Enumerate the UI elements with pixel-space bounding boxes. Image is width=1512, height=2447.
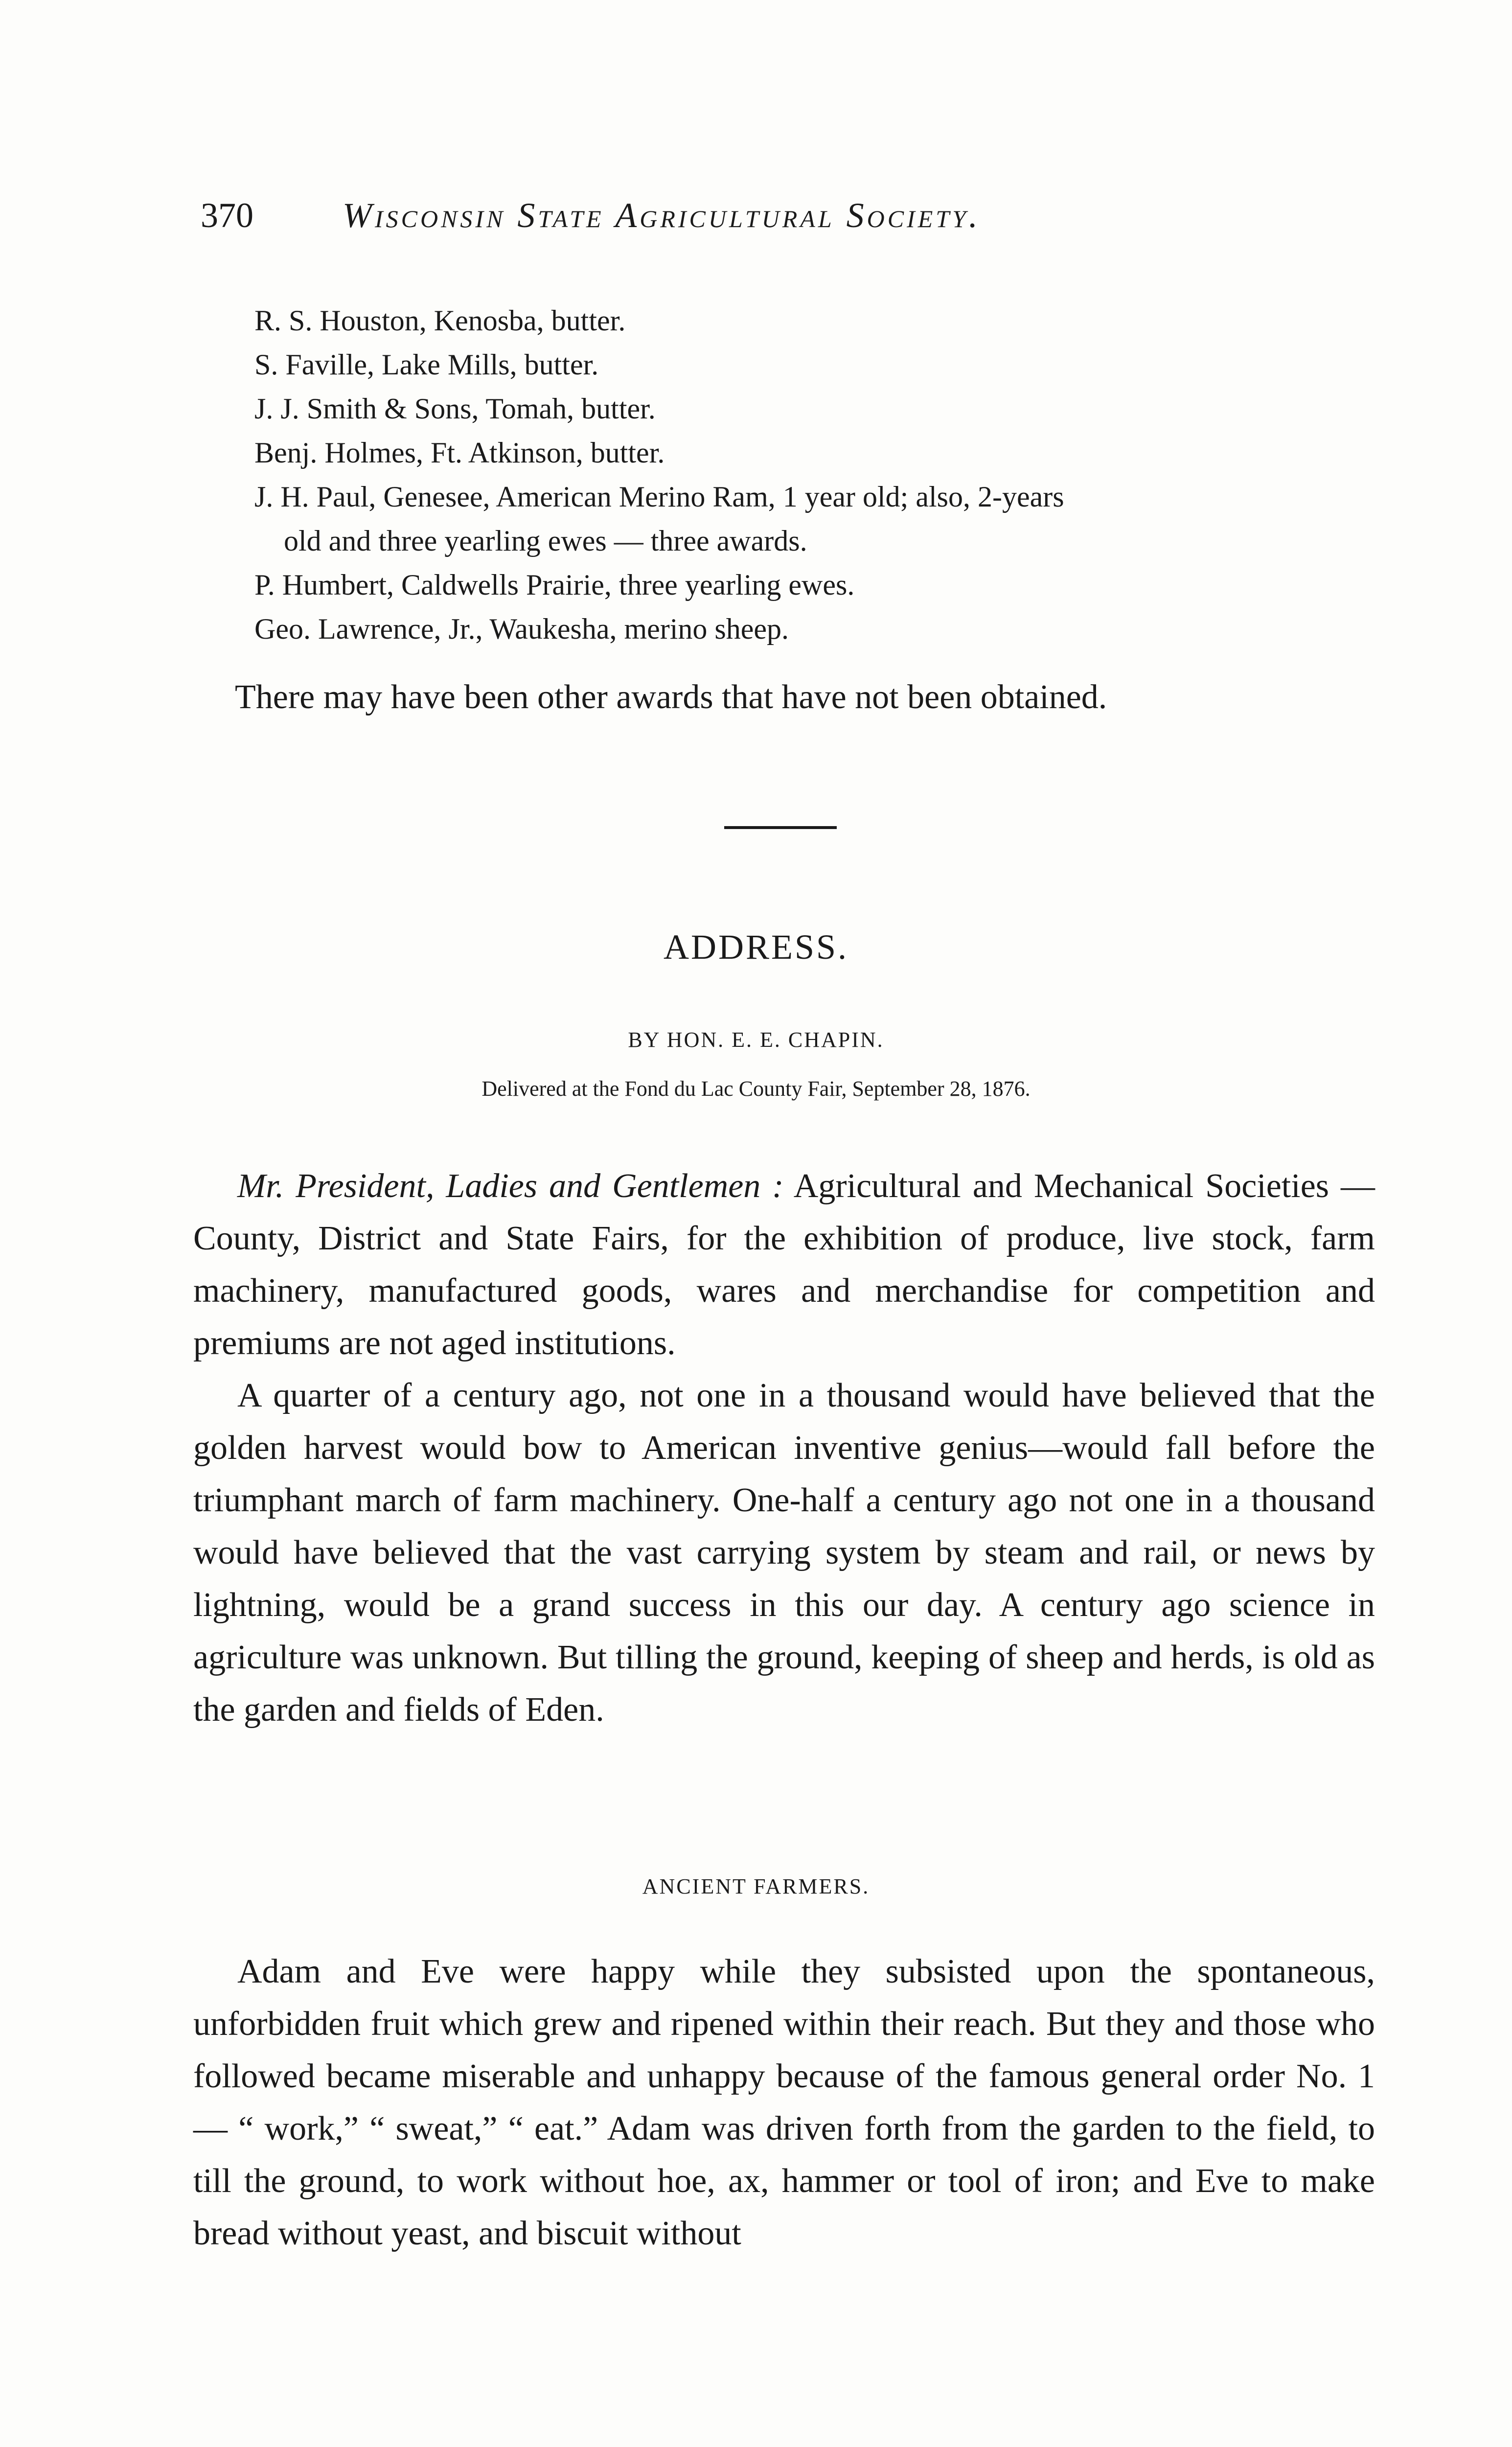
paragraph bbox=[193, 1160, 1375, 1369]
running-head bbox=[201, 193, 1326, 247]
page-number: 370 bbox=[201, 196, 253, 235]
salutation: Mr. President, Ladies and Gentlemen : bbox=[237, 1167, 784, 1205]
running-title: Wisconsin State Agricultural Society. bbox=[343, 196, 981, 235]
section-divider bbox=[724, 826, 837, 829]
award-entry: R. S. Houston, Kenosba, butter. bbox=[254, 304, 626, 337]
award-entry: J. J. Smith & Sons, Tomah, butter. bbox=[254, 392, 656, 425]
awards-note: There may have been other awards that have not been obtained. bbox=[235, 678, 1107, 716]
address-body-lower bbox=[193, 1945, 1375, 2260]
address-body-upper bbox=[193, 1160, 1375, 1736]
award-entry: Benj. Holmes, Ft. Atkinson, butter. bbox=[254, 437, 665, 469]
award-entry: P. Humbert, Caldwells Prairie, three yearling ewes. bbox=[254, 569, 855, 601]
awards-list bbox=[254, 299, 1380, 651]
award-entry-continued: old and three yearling ewes — three awards. bbox=[284, 525, 807, 557]
paragraph: Adam and Eve were happy while they subsisted upon the spontaneous, unforbidden fruit which grew and ripened within their reach. But they and those who followed became miserable and unhappy because of the famous general order No. 1 — “ work,” “ sweat,” “ eat.” Adam was driven forth from the garden to the field, to till the ground, to work without hoe, ax, hammer or tool of iron; and Eve to make bread without yeast, and biscuit without bbox=[193, 1953, 1375, 2252]
address-byline: BY HON. E. E. CHAPIN. bbox=[628, 1028, 884, 1052]
address-title: ADDRESS. bbox=[663, 927, 849, 967]
award-entry: J. H. Paul, Genesee, American Merino Ram, 1 year old; also, 2-years bbox=[254, 481, 1064, 513]
address-delivered-note: Delivered at the Fond du Lac County Fair, September 28, 1876. bbox=[481, 1077, 1031, 1101]
section-subheading: ANCIENT FARMERS. bbox=[642, 1874, 870, 1898]
award-entry: Geo. Lawrence, Jr., Waukesha, merino sheep. bbox=[254, 613, 789, 645]
award-entry: S. Faville, Lake Mills, butter. bbox=[254, 348, 599, 381]
paragraph-text: Agricultural and Mechanical Societies — County, District and State Fairs, for the exhibition of produce, live stock, farm machinery, manufactured goods, wares and merchandise for competition and premiums are not aged institutions. bbox=[193, 1167, 1375, 1362]
paragraph: A quarter of a century ago, not one in a thousand would have believed that the golden harvest would bow to American inventive genius—would fall before the triumphant march of farm machinery. One-half a century ago not one in a thousand would have believed that the vast carrying system by steam and rail, or news by lightning, would be a grand success in this our day. A century ago science in agriculture was unknown. But tilling the ground, keeping of sheep and herds, is old as the garden and fields of Eden. bbox=[193, 1377, 1375, 1729]
